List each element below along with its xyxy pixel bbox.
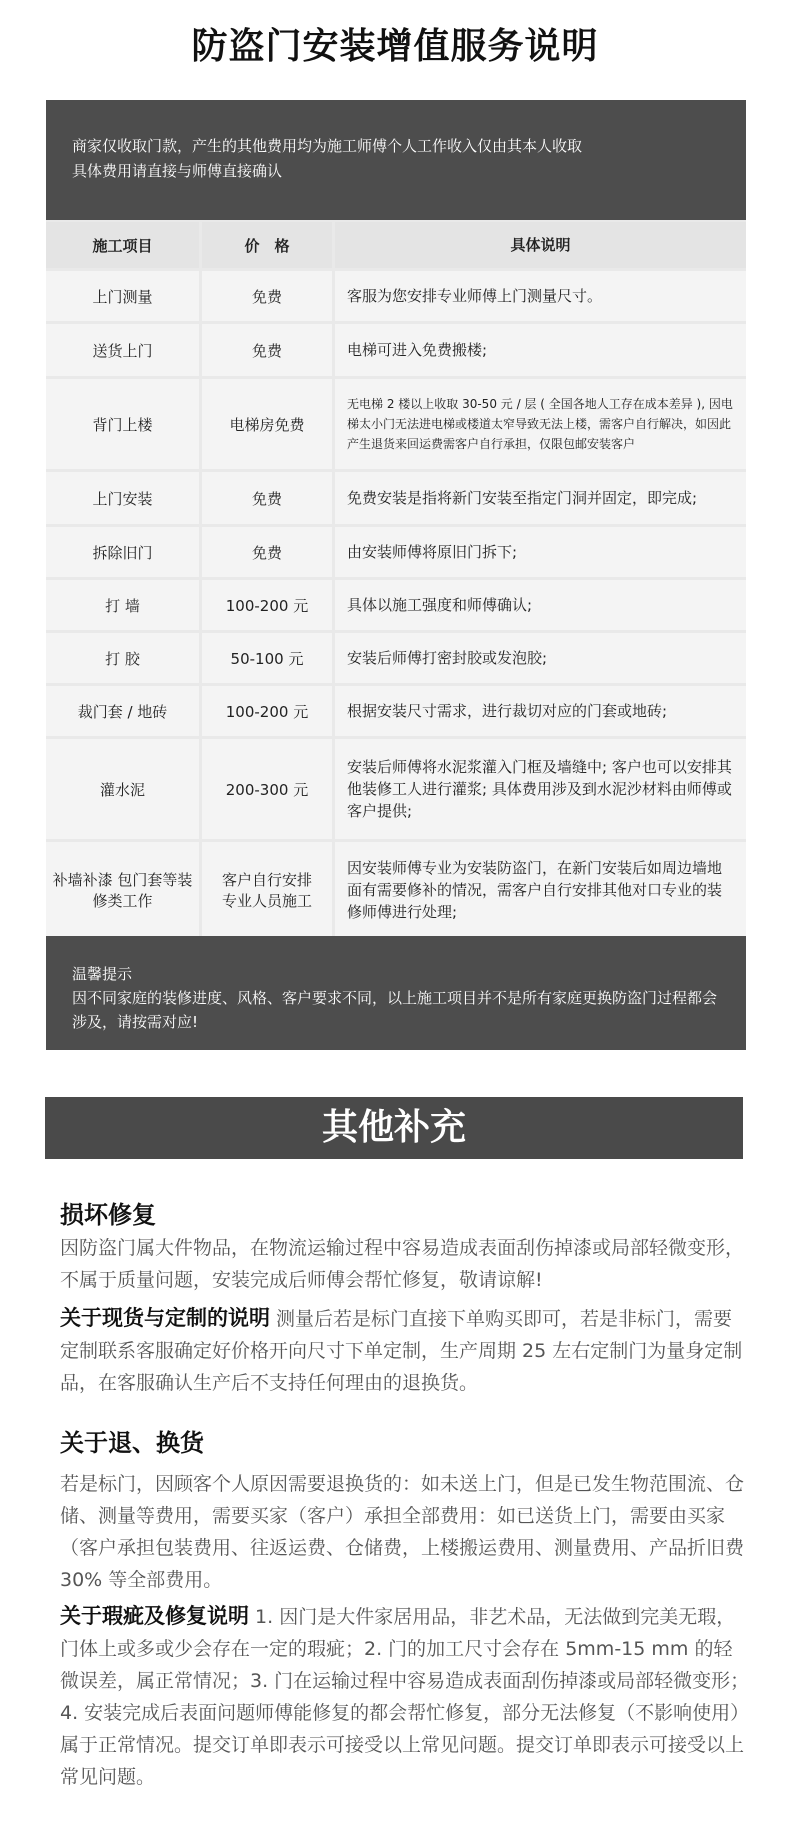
row-desc: 免费安装是指将新门安装至指定门洞并固定，即完成; [335, 472, 746, 524]
notice-line-1: 商家仅收取门款，产生的其他费用均为施工师傅个人工作收入仅由其本人收取 [72, 137, 583, 155]
row-price: 客户自行安排 专业人员施工 [202, 842, 332, 937]
row-desc: 安装后师傅将水泥浆灌入门框及墙缝中; 客户也可以安排其他装修工人进行灌浆; 具体费用涉及到水泥沙材料由师傅或客户提供; [335, 739, 746, 839]
tip-text: 因不同家庭的装修进度、风格、客户要求不同，以上施工项目并不是所有家庭更换防盗门过程都会涉及，请按需对应! [72, 989, 718, 1031]
row-item: 补墙补漆 包门套等装修类工作 [46, 842, 199, 937]
row-desc: 因安装师傅专业为安装防盗门，在新门安装后如周边墙地面有需要修补的情况，需客户自行安排其他对口专业的装修师傅进行处理; [335, 842, 746, 937]
row-item: 送货上门 [46, 324, 199, 376]
row-price: 100-200 元 [202, 686, 332, 736]
damage-text: 因防盗门属大件物品，在物流运输过程中容易造成表面刮伤掉漆或局部轻微变形，不属于质量问题，安装完成后师傅会帮忙修复，敬请谅解! [60, 1237, 745, 1291]
row-price: 200-300 元 [202, 739, 332, 839]
row-item: 打 墙 [46, 580, 199, 630]
table-row [46, 633, 746, 683]
notice-line-2: 具体费用请直接与师傅直接确认 [72, 162, 283, 180]
row-item: 裁门套 / 地砖 [46, 686, 199, 736]
row-desc: 无电梯 2 楼以上收取 30-50 元 / 层 ( 全国各地人工存在成本差异 ), 因电梯太小门无法进电梯或楼道太窄导致无法上楼，需客户自行解决，如因此产生退货来回运费需客户自行承担，仅限包邮安装客户 [335, 379, 746, 469]
section-title-other: 其他补充 [45, 1097, 743, 1159]
table-header-row [46, 222, 746, 268]
table-row [46, 324, 746, 376]
row-price: 免费 [202, 271, 332, 321]
table-row [46, 686, 746, 736]
row-item: 上门安装 [46, 472, 199, 524]
row-desc: 客服为您安排专业师傅上门测量尺寸。 [335, 271, 746, 321]
row-item: 背门上楼 [46, 379, 199, 469]
damage-heading: 损坏修复 [60, 1201, 156, 1229]
row-desc: 由安装师傅将原旧门拆下; [335, 527, 746, 577]
row-price: 100-200 元 [202, 580, 332, 630]
custom-heading: 关于现货与定制的说明 [60, 1306, 270, 1330]
table-row [46, 472, 746, 524]
table-row [46, 271, 746, 321]
row-item: 上门测量 [46, 271, 199, 321]
service-table [46, 220, 746, 937]
defect-paragraph [60, 1600, 750, 1793]
custom-text: 测量后若是标门直接下单购买即可，若是非标门，需要定制联系客服确定好价格开向尺寸下单定制，生产周期 25 左右定制门为量身定制品，在客服确认生产后不支持任何理由的退换货。 [60, 1308, 743, 1394]
table-row [46, 842, 746, 937]
page-title: 防盗门安装增值服务说明 [191, 26, 599, 67]
defect-heading: 关于瑕疵及修复说明 [60, 1604, 249, 1628]
row-price: 50-100 元 [202, 633, 332, 683]
row-item: 拆除旧门 [46, 527, 199, 577]
row-item: 灌水泥 [46, 739, 199, 839]
row-price: 免费 [202, 324, 332, 376]
table-row [46, 580, 746, 630]
header-desc: 具体说明 [335, 222, 746, 268]
row-desc: 根据安装尺寸需求，进行裁切对应的门套或地砖; [335, 686, 746, 736]
row-price: 免费 [202, 472, 332, 524]
return-text: 若是标门，因顾客个人原因需要退换货的：如未送上门，但是已发生物范围流、仓储、测量等费用，需要买家（客户）承担全部费用：如已送货上门，需要由买家（客户承担包装费用、往返运费、仓储费，上楼搬运费用、测量费用、产品折旧费 30% 等全部费用。 [60, 1473, 745, 1591]
return-heading: 关于退、换货 [60, 1429, 204, 1457]
row-item: 打 胶 [46, 633, 199, 683]
tip-box [46, 936, 746, 1050]
defect-text: 1. 因门是大件家居用品，非艺术品，无法做到完美无瑕，门体上或多或少会存在一定的瑕疵；2. 门的加工尺寸会存在 5mm-15 mm 的轻微误差，属正常情况；3. 门在运输过程中容易造成表面刮伤掉漆或局部轻微变形；4. 安装完成后表面问题师傅能修复的都会帮忙修复，部分无法修复（不影响使用）属于正常情况。提交订单即表示可接受以上常见问题。提交订单即表示可接受以上常见问题。 [60, 1606, 750, 1788]
table-row [46, 527, 746, 577]
custom-paragraph [60, 1302, 750, 1399]
tip-title: 温馨提示 [72, 965, 133, 983]
row-desc: 安装后师傅打密封胶或发泡胶; [335, 633, 746, 683]
row-desc: 电梯可进入免费搬楼; [335, 324, 746, 376]
row-desc: 具体以施工强度和师傅确认; [335, 580, 746, 630]
table-row [46, 379, 746, 469]
header-price: 价 格 [202, 222, 332, 268]
table-row [46, 739, 746, 839]
header-item: 施工项目 [46, 222, 199, 268]
row-price: 免费 [202, 527, 332, 577]
notice-box [46, 100, 746, 220]
row-price: 电梯房免费 [202, 379, 332, 469]
